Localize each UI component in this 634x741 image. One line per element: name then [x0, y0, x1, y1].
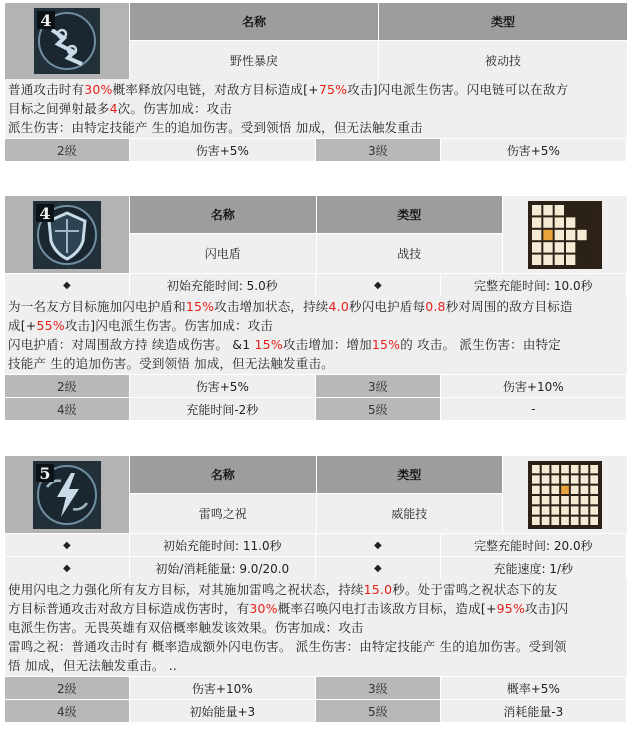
grid-cell: [571, 465, 579, 473]
level-row: [5, 374, 627, 397]
skill-icon-cell: [5, 3, 129, 79]
bullet-icon: ◆: [5, 273, 130, 296]
grid-cell: [571, 475, 579, 483]
grid-cell: [551, 506, 559, 514]
level-effect: 初始能量+3: [130, 699, 316, 722]
level-label: 5级: [316, 397, 441, 420]
range-grid-cell: [502, 456, 627, 533]
grid-cell: [555, 217, 564, 227]
stats-row: [5, 273, 627, 296]
highlight-value: 30%: [84, 82, 113, 97]
grid-cell: [561, 465, 569, 473]
description-text: 派生伤害：由特定技能产 生的追加伤害。受到领悟 加成，但无法触发重击: [8, 120, 423, 135]
description-text: 技能产 生的追加伤害。受到领悟 加成，但无法触发重击。: [8, 356, 334, 371]
grid-cell: [581, 465, 589, 473]
highlight-value: 30%: [249, 601, 278, 616]
skill-card-2: [5, 196, 627, 420]
description-line: [8, 637, 624, 656]
range-grid-icon: [528, 461, 602, 529]
level-table: [5, 138, 627, 161]
grid-cell: [542, 485, 550, 493]
description-text: 概率释放闪电链，对敌方目标造成[+: [112, 82, 319, 97]
bullet-icon: ◆: [316, 556, 441, 579]
grid-cell: [543, 217, 552, 227]
level-effect: 伤害+10%: [441, 374, 627, 397]
description-text: 秒。处于雷鸣之祝状态下的友: [392, 582, 558, 597]
highlight-value: 75%: [318, 82, 348, 97]
grid-cell: [589, 205, 598, 215]
skill-card-1: [5, 3, 627, 161]
level-label: 5级: [316, 699, 441, 722]
level-label: 2级: [5, 676, 130, 699]
grid-cell: [561, 496, 569, 504]
grid-cell: [561, 506, 569, 514]
highlight-value: 15%: [371, 337, 401, 352]
lightning-shield-icon: [33, 201, 101, 269]
level-effect: 消耗能量-3: [441, 699, 627, 722]
bullet-icon: ◆: [316, 533, 441, 556]
grid-cell: [589, 229, 598, 239]
grid-cell: [555, 205, 564, 215]
skill-description: [5, 296, 627, 374]
grid-cell: [561, 516, 569, 524]
description-line: [8, 335, 624, 354]
description-line: [8, 316, 624, 335]
grid-cell: [581, 516, 589, 524]
grid-cell: [590, 465, 598, 473]
level-row: [5, 676, 627, 699]
level-effect: -: [441, 397, 627, 420]
description-line: [8, 118, 624, 137]
grid-cell: [590, 516, 598, 524]
stats-table: [5, 273, 627, 296]
highlight-value: 95%: [496, 601, 526, 616]
level-row: [5, 397, 627, 420]
grid-cell: [589, 254, 598, 264]
skill-name: 野性暴戾: [129, 41, 378, 79]
name-header: 名称: [129, 196, 316, 234]
skill-description: [5, 79, 627, 138]
description-line: [8, 99, 624, 118]
grid-cell: [561, 475, 569, 483]
description-text: 闪电护盾：对周围敌方持 续造成伤害。 &1: [8, 337, 255, 352]
level-effect: 伤害+5%: [441, 138, 627, 161]
description-line: [8, 599, 624, 618]
svg-text:5: 5: [39, 463, 51, 483]
grid-cell: [543, 242, 552, 252]
highlight-value: 4: [109, 101, 118, 116]
level-label: 4级: [5, 699, 130, 722]
description-text: 普通攻击时有: [8, 82, 85, 97]
skill-icon-cell: [5, 196, 129, 273]
grid-cell: [566, 205, 575, 215]
grid-cell: [571, 485, 579, 493]
name-header: 名称: [129, 456, 316, 494]
grid-cell: [542, 516, 550, 524]
grid-cell: [542, 496, 550, 504]
skill-icon-cell: [5, 456, 129, 533]
description-text: 目标之间弹射最多: [8, 101, 110, 116]
level-label: 2级: [5, 138, 130, 161]
skill-name: 闪电盾: [129, 234, 316, 273]
level-row: [5, 699, 627, 722]
grid-cell: [577, 229, 586, 239]
description-text: 的 攻击。 派生伤害：由特定: [400, 337, 561, 352]
description-text: 攻击增加状态，持续: [214, 299, 329, 314]
description-line: [8, 80, 624, 99]
description-line: [8, 656, 624, 675]
grid-cell: [581, 475, 589, 483]
stat-value: 初始充能时间: 5.0秒: [130, 273, 316, 296]
grid-cell: [532, 475, 540, 483]
description-text: 次。伤害加成：攻击: [117, 101, 233, 116]
skill-type: 威能技: [316, 494, 503, 533]
grid-cell: [590, 506, 598, 514]
highlight-value: 15.0: [363, 582, 393, 597]
description-text: 秒对周围的敌方目标造: [445, 299, 573, 314]
grid-cell: [581, 485, 589, 493]
level-row: [5, 138, 627, 161]
grid-cell: [566, 229, 575, 239]
stat-value: 完整充能时间: 20.0秒: [441, 533, 627, 556]
description-text: 攻击]闪: [525, 601, 569, 616]
grid-cell: [555, 254, 564, 264]
svg-text:4: 4: [40, 11, 52, 30]
grid-cell: [532, 506, 540, 514]
grid-cell: [577, 254, 586, 264]
grid-cell: [551, 496, 559, 504]
grid-cell: [542, 465, 550, 473]
grid-cell-origin: [543, 229, 552, 239]
level-effect: 伤害+10%: [130, 676, 316, 699]
grid-cell: [532, 485, 540, 493]
stats-table: [5, 533, 627, 579]
skill-card-3: [5, 456, 627, 722]
level-effect: 概率+5%: [441, 676, 627, 699]
grid-cell: [532, 254, 541, 264]
grid-cell: [577, 217, 586, 227]
name-header: 名称: [129, 3, 378, 41]
grid-cell: [551, 485, 559, 493]
skill-description: [5, 579, 627, 676]
highlight-value: 0.8: [425, 299, 446, 314]
description-text: 为一名友方目标施加闪电护盾和: [8, 299, 186, 314]
highlight-value: 55%: [36, 318, 65, 333]
grid-cell: [555, 229, 564, 239]
bullet-icon: ◆: [5, 533, 130, 556]
grid-cell: [551, 465, 559, 473]
range-grid-icon: [528, 201, 602, 269]
grid-cell: [532, 242, 541, 252]
stats-row: [5, 556, 627, 579]
type-header: 类型: [378, 3, 627, 41]
description-text: 雷鸣之祝：普通攻击时有 概率造成额外闪电伤害。 派生伤害：由特定技能产 生的追加伤害。受到领: [8, 639, 567, 654]
grid-cell: [555, 242, 564, 252]
grid-cell: [551, 475, 559, 483]
stat-value: 初始/消耗能量: 9.0/20.0: [130, 556, 316, 579]
description-text: 成[+: [8, 318, 37, 333]
description-text: 电派生伤害。无畏英雄有双倍概率触发该效果。伤害加成：攻击: [8, 620, 364, 635]
level-label: 4级: [5, 397, 130, 420]
stat-value: 初始充能时间: 11.0秒: [130, 533, 316, 556]
grid-cell: [566, 217, 575, 227]
description-text: 悟 加成，但无法触发重击。 ..: [8, 658, 178, 673]
grid-cell: [532, 205, 541, 215]
description-text: 使用闪电之力强化所有友方目标，对其施加雷鸣之祝状态，持续: [8, 582, 364, 597]
highlight-value: 15%: [254, 337, 283, 352]
description-line: [8, 297, 624, 316]
level-label: 3级: [316, 374, 441, 397]
highlight-value: 15%: [185, 299, 215, 314]
grid-cell: [532, 496, 540, 504]
grid-cell: [532, 217, 541, 227]
description-line: [8, 354, 624, 373]
grid-cell: [590, 475, 598, 483]
description-text: 秒闪电护盾每: [349, 299, 426, 314]
grid-cell: [581, 506, 589, 514]
grid-cell: [571, 506, 579, 514]
level-label: 3级: [316, 676, 441, 699]
skill-name: 雷鸣之祝: [129, 494, 316, 533]
description-text: 方目标普通攻击对敌方目标造成伤害时，有: [8, 601, 250, 616]
stat-value: 充能速度: 1/秒: [441, 556, 627, 579]
description-text: 攻击]闪电派生伤害。伤害加成：攻击: [64, 318, 274, 333]
level-effect: 伤害+5%: [130, 374, 316, 397]
grid-cell: [577, 205, 586, 215]
skill-type: 战技: [316, 234, 503, 273]
grid-cell: [543, 205, 552, 215]
grid-cell: [543, 254, 552, 264]
stat-value: 完整充能时间: 10.0秒: [441, 273, 627, 296]
level-table: [5, 676, 627, 722]
level-effect: 充能时间-2秒: [130, 397, 316, 420]
skill-type: 被动技: [378, 41, 627, 79]
level-table: [5, 374, 627, 420]
grid-cell: [590, 485, 598, 493]
stats-row: [5, 533, 627, 556]
type-header: 类型: [316, 456, 503, 494]
grid-cell: [566, 254, 575, 264]
grid-cell: [551, 516, 559, 524]
grid-cell: [589, 242, 598, 252]
grid-cell: [566, 242, 575, 252]
description-text: 攻击]闪电派生伤害。闪电链可以在敌方: [347, 82, 569, 97]
type-header: 类型: [316, 196, 503, 234]
chain-lightning-icon: [34, 8, 100, 74]
grid-cell: [571, 496, 579, 504]
grid-cell: [532, 516, 540, 524]
grid-cell-origin: [561, 485, 569, 493]
grid-cell: [532, 229, 541, 239]
grid-cell: [577, 242, 586, 252]
level-effect: 伤害+5%: [130, 138, 316, 161]
bullet-icon: ◆: [316, 273, 441, 296]
bullet-icon: ◆: [5, 556, 130, 579]
thunder-blessing-icon: [33, 461, 101, 529]
description-text: 概率召唤闪电打击该敌方目标，造成[+: [277, 601, 497, 616]
grid-cell: [571, 516, 579, 524]
grid-cell: [542, 506, 550, 514]
description-line: [8, 580, 624, 599]
level-label: 2级: [5, 374, 130, 397]
highlight-value: 4.0: [328, 299, 349, 314]
svg-text:4: 4: [39, 203, 51, 223]
grid-cell: [590, 496, 598, 504]
level-label: 3级: [316, 138, 441, 161]
grid-cell: [532, 465, 540, 473]
grid-cell: [542, 475, 550, 483]
description-text: 攻击增加：增加: [282, 337, 372, 352]
range-grid-cell: [502, 196, 627, 273]
grid-cell: [581, 496, 589, 504]
description-line: [8, 618, 624, 637]
grid-cell: [589, 217, 598, 227]
